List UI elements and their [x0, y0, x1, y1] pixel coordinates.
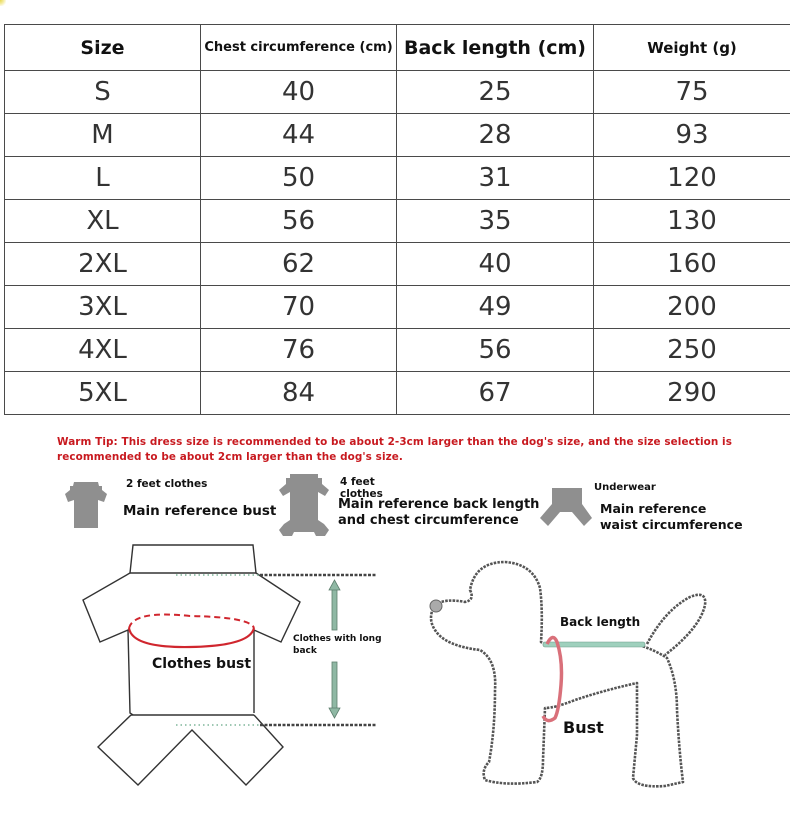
cell-back: 67	[397, 372, 594, 415]
header-weight: Weight (g)	[594, 25, 790, 71]
cell-size: 2XL	[5, 243, 201, 286]
header-back-length: Back length (cm)	[397, 25, 594, 71]
cell-weight: 200	[594, 286, 790, 329]
cell-chest: 70	[201, 286, 397, 329]
cell-back: 49	[397, 286, 594, 329]
cell-chest: 44	[201, 114, 397, 157]
cell-back: 28	[397, 114, 594, 157]
type-reference-line-2: and chest circumference	[338, 513, 519, 528]
dog-outline-drawing	[415, 550, 735, 820]
back-length-label: Back length	[560, 615, 641, 629]
cell-chest: 50	[201, 157, 397, 200]
clothes-bust-label: Clothes bust	[152, 656, 252, 672]
cell-weight: 120	[594, 157, 790, 200]
type-reference-line-2: waist circumference	[600, 517, 743, 532]
cell-size: L	[5, 157, 201, 200]
cell-chest: 62	[201, 243, 397, 286]
cell-weight: 75	[594, 71, 790, 114]
cell-back: 31	[397, 157, 594, 200]
dog-bust-label: Bust	[563, 718, 604, 737]
cell-size: 4XL	[5, 329, 201, 372]
cell-weight: 250	[594, 329, 790, 372]
type-reference-line-1: Main reference	[600, 501, 707, 516]
cell-back: 25	[397, 71, 594, 114]
cell-back: 35	[397, 200, 594, 243]
header-chest: Chest circumference (cm)	[201, 25, 397, 71]
type-name: 2 feet clothes	[126, 478, 208, 490]
type-reference-line-1: Main reference back length	[338, 497, 540, 512]
cell-back: 56	[397, 329, 594, 372]
clothes-length-label-line-1: Clothes with long	[293, 634, 382, 644]
warm-tip-line-1: Warm Tip: This dress size is recommended to be about 2-3cm larger than the dog's size, and the size selection is	[57, 436, 733, 448]
cell-weight: 160	[594, 243, 790, 286]
cell-weight: 290	[594, 372, 790, 415]
cell-chest: 56	[201, 200, 397, 243]
cell-size: 5XL	[5, 372, 201, 415]
warm-tip-line-2: recommended to be about 2cm larger than the dog's size.	[57, 451, 403, 463]
clothes-length-label-line-2: back	[293, 646, 317, 656]
type-name: Underwear	[594, 482, 656, 493]
type-name-line-2: clothes	[340, 488, 383, 500]
header-size: Size	[5, 25, 201, 71]
cell-back: 40	[397, 243, 594, 286]
cell-weight: 93	[594, 114, 790, 157]
type-reference: Main reference bust	[123, 503, 277, 519]
cell-weight: 130	[594, 200, 790, 243]
cell-size: XL	[5, 200, 201, 243]
cell-size: 3XL	[5, 286, 201, 329]
type-name-line-1: 4 feet	[340, 476, 375, 488]
cell-size: S	[5, 71, 201, 114]
cell-size: M	[5, 114, 201, 157]
cell-chest: 40	[201, 71, 397, 114]
cell-chest: 76	[201, 329, 397, 372]
cell-chest: 84	[201, 372, 397, 415]
